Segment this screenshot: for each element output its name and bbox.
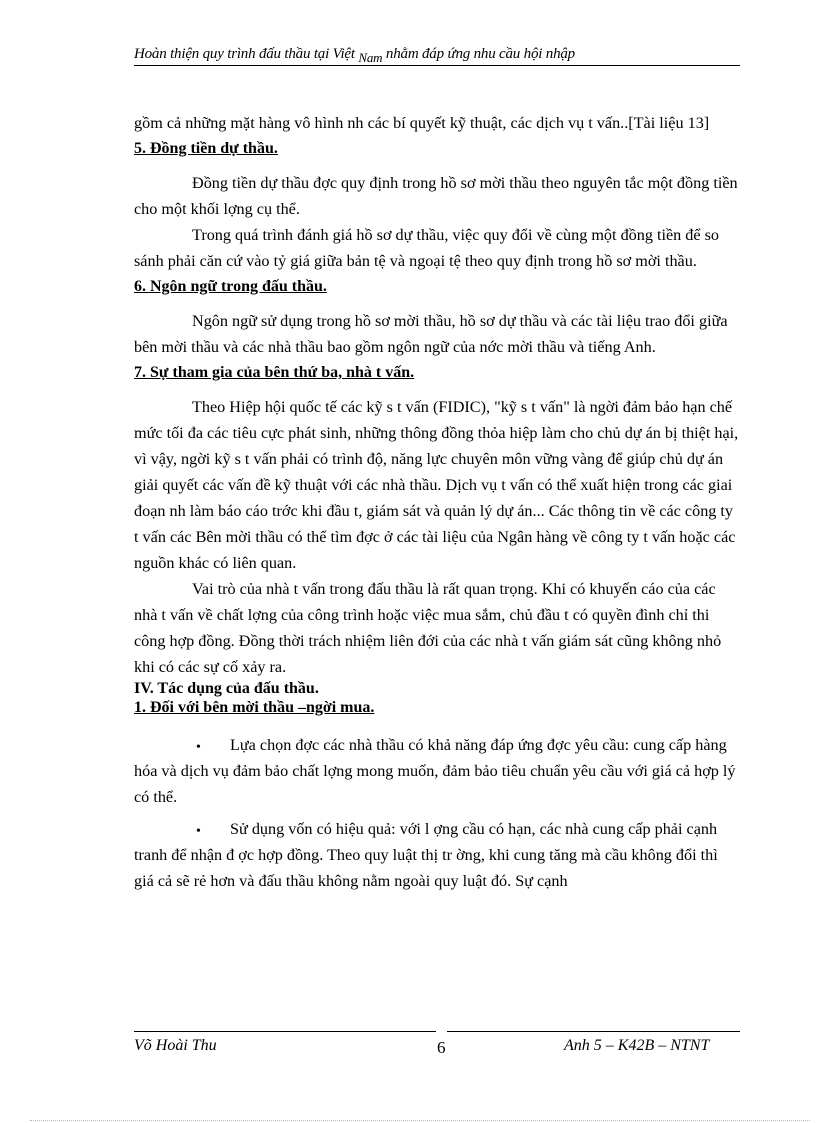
section-heading-5: 5. Đồng tiền dự thầu. [134,140,278,157]
bullet-icon: • [196,824,201,839]
section-heading-7: 7. Sự tham gia của bên thứ ba, nhà t vấn. [134,364,415,381]
paragraph: Theo Hiệp hội quốc tế các kỹ s t vấn (FIDIC), "kỹ s t vấn" là ngời đảm bảo hạn chế mức tối đa các tiêu cực phát sinh, những thông đồng thỏa hiệp làm cho chủ dự án bị thiệt hại, vì vậy, ngời kỹ s t vấn phải có trình độ, năng lực chuyên môn vững vàng để giúp chủ dự án giải quyết các vấn đề kỹ thuật với các nhà thầu. Dịch vụ t vấn có thể xuất hiện trong các giai đoạn nh làm báo cáo trớc khi đầu t, giám sát và quản lý dự án... Các thông tin về các công ty t vấn các Bên mời thầu có thể tìm đợc ở các tài liệu của Ngân hàng về công ty t vấn hoặc các nguồn khác có liên quan. [134,398,739,572]
footer-divider-left [134,1031,436,1032]
header-title-part1: Hoàn thiện quy trình đấu thầu tại Việt [134,46,359,62]
paragraph: gồm cả những mặt hàng vô hình nh các bí quyết kỹ thuật, các dịch vụ t vấn..[Tài liệu 13] [134,114,710,132]
footer-divider-right [447,1031,740,1032]
footer-class-info: Anh 5 – K42B – NTNT [564,1037,710,1054]
paragraph: Trong quá trình đánh giá hồ sơ dự thầu, việc quy đổi về cùng một đồng tiền để so sánh phải căn cứ vào tỷ giá giữa bản tệ và ngoại tệ theo quy định trong hồ sơ mời thầu. [134,226,720,270]
paragraph: Đồng tiền dự thầu đợc quy định trong hồ sơ mời thầu theo nguyên tắc một đồng tiền cho một khối lợng cụ thể. [134,174,738,218]
header-title-sub: Nam [358,50,383,65]
bullet-text: Lựa chọn đợc các nhà thầu có khả năng đáp ứng đợc yêu cầu: cung cấp hàng hóa và dịch vụ đảm bảo chất lợng mong muốn, đảm bảo tiêu chuẩn yêu cầu với giá cả hợp lý có thể. [134,736,736,806]
footer-author: Võ Hoài Thu [134,1037,217,1054]
bullet-text: Sử dụng vốn có hiệu quả: với l ợng cầu có hạn, các nhà cung cấp phải cạnh tranh để nhận đ ợc hợp đồng. Theo quy luật thị tr ờng, khi cung tăng mà cầu không đổi thì giá cả sẽ rẻ hơn và đấu thầu không nằm ngoài quy luật đó. Sự cạnh [134,820,718,890]
page-number: 6 [437,1038,446,1057]
bullet-item [134,816,740,894]
section-heading-6: 6. Ngôn ngữ trong đấu thầu. [134,278,327,295]
subsection-heading-1: 1. Đối với bên mời thầu –ngời mua. [134,699,375,716]
bullet-item [134,732,740,810]
page-header [134,46,740,66]
paragraph: Ngôn ngữ sử dụng trong hồ sơ mời thầu, hồ sơ dự thầu và các tài liệu trao đổi giữa bên mời thầu và các nhà thầu bao gồm ngôn ngữ của nớc mời thầu và tiếng Anh. [134,312,728,356]
document-body [134,110,740,894]
header-title-part2: nhằm đáp ứng nhu cầu hội nhập [382,46,575,62]
section-heading-iv: IV. Tác dụng của đấu thầu. [134,680,319,697]
bullet-icon: • [196,740,201,755]
paragraph: Vai trò của nhà t vấn trong đấu thầu là rất quan trọng. Khi có khuyến cáo của các nhà t vấn về chất lợng của công trình hoặc việc mua sắm, chủ đầu t có quyền đình chỉ thi công hợp đồng. Đồng thời trách nhiệm liên đới của các nhà t vấn giám sát cũng không nhỏ khi có các sự cố xảy ra. [134,580,722,676]
page-bottom-border [30,1120,810,1121]
